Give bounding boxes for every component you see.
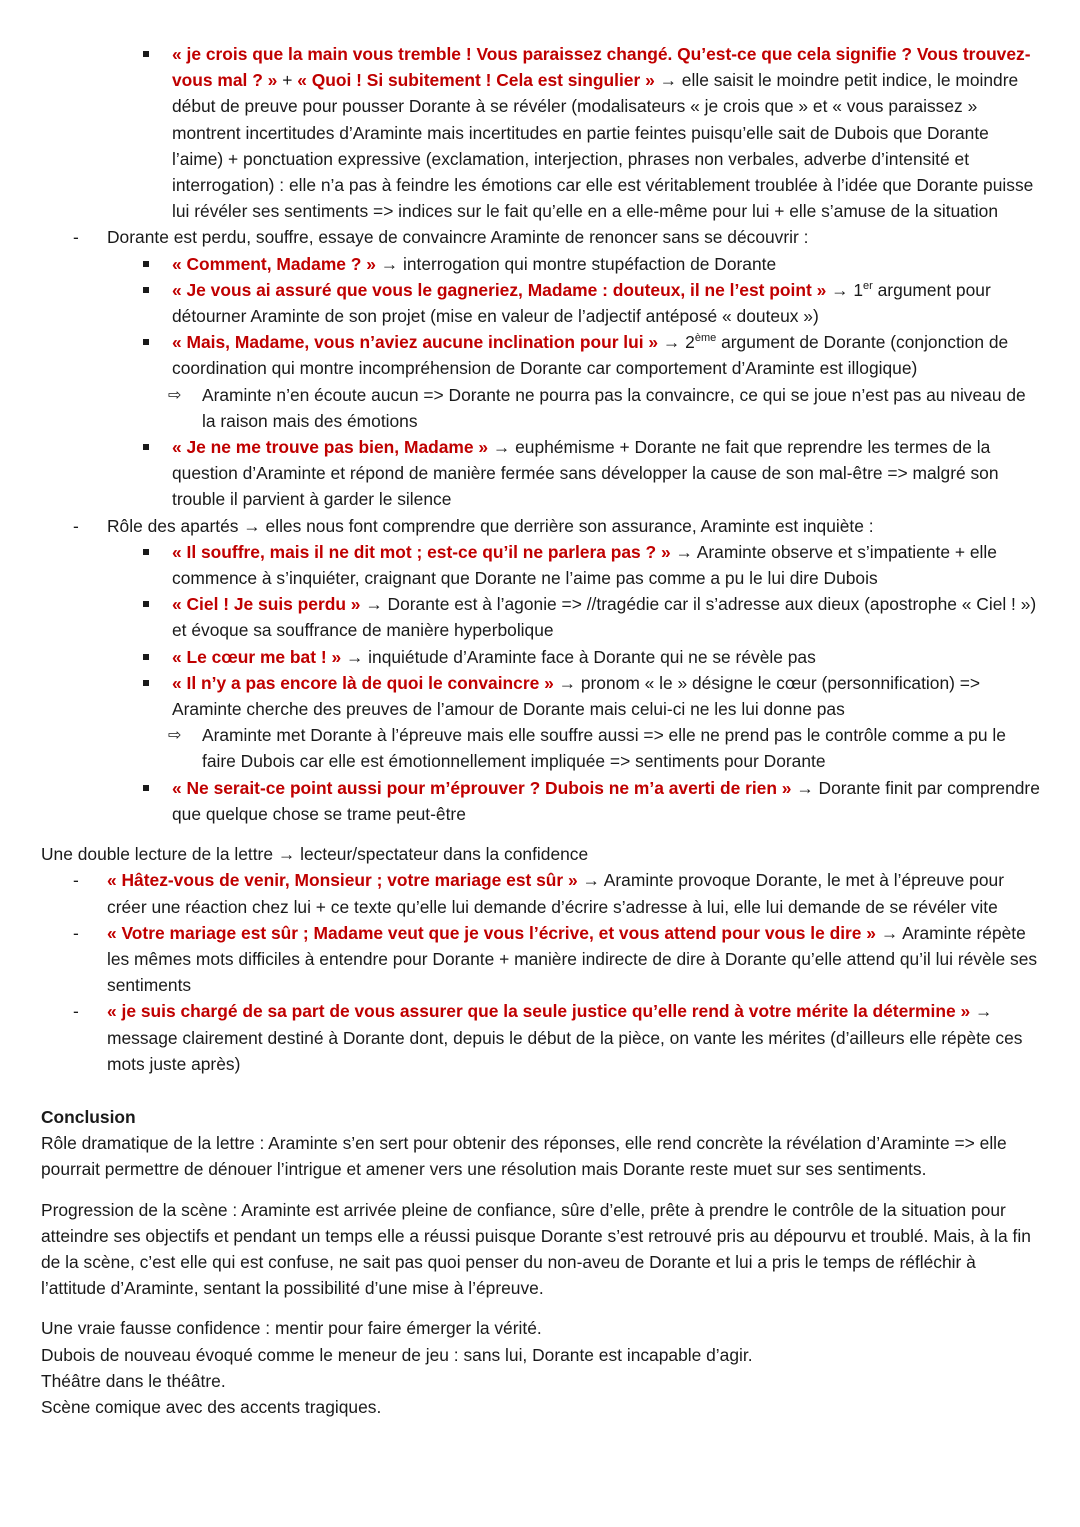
text-run: → Araminte provoque Dorante, le met à l’épreuve pour créer une réaction chez lui + ce texte qu’elle lui demande d’écrire s’adresse à lui, elle lui demande de se révéler vite <box>107 870 1004 917</box>
text-run: → message clairement destiné à Dorante dont, depuis le début de la pièce, on vante les mérites (d’ailleurs elle répète ces mots juste après) <box>107 1001 1023 1074</box>
text-run: → pronom « le » désigne le cœur (personnification) => Araminte cherche des preuves de l’amour de Dorante mais celui-ci ne les lui donne pas <box>172 672 981 720</box>
dash-bullet-item <box>107 867 1047 919</box>
square-bullet-item <box>172 775 1042 827</box>
quotation: « Mais, Madame, vous n’aviez aucune inclination pour lui » <box>172 332 659 353</box>
text-run: → elle saisit le moindre petit indice, le moindre début de preuve pour pousser Dorante à se révéler (modalisateurs « je crois que » et « vous paraissez » montrent incertitudes d’Araminte mais incertitudes en partie feintes puisqu’elle sait de Dubois que Dorante l’aime) + ponctuation expressive (exclamation, interjection, phrases non verbales, adverbe d’intensité et interrogation) : elle n’a pas à feindre les émotions car elle est véritablement troublée à l’idée que Dorante puisse lui révéler ses sentiments => indices sur le fait qu’elle en a elle-même pour lui + elle s’amuse de la situation <box>172 70 1034 222</box>
text-run: argument pour détourner Araminte de son projet (mise en valeur de l’adjectif antéposé « douteux ») <box>172 279 991 327</box>
text-run: → Dorante finit par comprendre que quelque chose se trame peut-être <box>172 777 1040 824</box>
arrow-bullet-item <box>202 382 1042 434</box>
spacer <box>0 827 1080 841</box>
paragraph-item <box>41 1197 1041 1302</box>
text-run: + <box>277 70 298 91</box>
text-run: Conclusion <box>41 1106 136 1127</box>
text-run: Scène comique avec des accents tragiques. <box>41 1396 382 1417</box>
text-run: ème <box>694 332 717 345</box>
text-run: Dubois de nouveau évoqué comme le meneur de jeu : sans lui, Dorante est incapable d’agir. <box>41 1344 753 1365</box>
quotation: « Ne serait-ce point aussi pour m’éprouver ? Dubois ne m’a averti de rien » <box>172 777 792 798</box>
square-bullet-item <box>172 644 1042 670</box>
quotation: « Il souffre, mais il ne dit mot ; est-ce qu’il ne parlera pas ? » <box>172 541 671 562</box>
text-run: → interrogation qui montre stupéfaction de Dorante <box>375 253 777 274</box>
paragraph-item <box>41 1342 1041 1368</box>
dash-bullet-item <box>107 224 1047 250</box>
section-heading <box>41 1104 1041 1130</box>
spacer <box>0 1077 1080 1104</box>
square-bullet-item <box>172 670 1042 722</box>
dash-bullet-item <box>107 998 1047 1077</box>
square-bullet-item <box>172 277 1042 329</box>
quotation: « Ciel ! Je suis perdu » <box>172 594 361 615</box>
square-bullet-item <box>172 329 1042 381</box>
quotation: « je crois que la main vous tremble ! Vous paraissez changé. Qu’est-ce que cela signifie ? Vous trouvez-vous mal ? » <box>172 44 1031 91</box>
quotation: « Il n’y a pas encore là de quoi le convaincre » <box>172 672 554 693</box>
paragraph-item <box>41 1130 1041 1182</box>
quotation: « Je ne me trouve pas bien, Madame » <box>172 437 489 458</box>
quotation: « Quoi ! Si subitement ! Cela est singulier » <box>297 70 655 91</box>
paragraph-item <box>41 841 1041 867</box>
text-run: → Dorante est à l’agonie => //tragédie car il s’adresse aux dieux (apostrophe « Ciel ! ») et évoque sa souffrance de manière hyperbolique <box>172 594 1037 641</box>
text-run: Progression de la scène : Araminte est arrivée pleine de confiance, sûre d’elle, prête à prendre le contrôle de la situation pour atteindre ses objectifs et pendant un temps elle a réussi puisque Dorante s’est retrouvé pris au dépourvu et troublé. Mais, à la fin de la scène, c’est elle qui est confuse, ne sait pas quoi penser du non-aveu de Dorante et lui a pris le temps de réfléchir à l’attitude d’Araminte, sentant la possibilité d’une mise à l’épreuve. <box>41 1199 1031 1299</box>
spacer <box>0 1301 1080 1315</box>
arrow-bullet-item <box>202 722 1042 774</box>
text-run: Araminte met Dorante à l’épreuve mais elle souffre aussi => elle ne prend pas le contrôle comme a pu le faire Dubois car elle est émotionnellement impliquée => sentiments pour Dorante <box>202 725 1006 772</box>
quotation: « je suis chargé de sa part de vous assurer que la seule justice qu’elle rend à votre mérite la détermine » <box>107 1001 971 1022</box>
text-run: → 2 <box>658 332 695 353</box>
text-run: Une vraie fausse confidence : mentir pour faire émerger la vérité. <box>41 1318 542 1339</box>
text-run: Une double lecture de la lettre → lecteur/spectateur dans la confidence <box>41 844 589 865</box>
spacer <box>0 1183 1080 1197</box>
paragraph-item <box>41 1394 1041 1420</box>
text-run: → Araminte observe et s’impatiente + elle commence à s’inquiéter, craignant que Dorante ne l’aime pas comme a pu le lui dire Dubois <box>172 541 997 589</box>
text-run: Rôle des apartés → elles nous font comprendre que derrière son assurance, Araminte est inquiète : <box>107 515 874 536</box>
text-run: er <box>863 280 873 293</box>
text-run: → euphémisme + Dorante ne fait que reprendre les termes de la question d’Araminte et répond de manière fermée sans développer la cause de son mal-être => malgré son trouble il parvient à garder le silence <box>172 437 999 510</box>
text-run: Araminte n’en écoute aucun => Dorante ne pourra pas la convaincre, ce qui se joue n’est pas au niveau de la raison mais des émotions <box>202 384 1026 431</box>
quotation: « Comment, Madame ? » <box>172 253 376 274</box>
text-run: Dorante est perdu, souffre, essaye de convaincre Araminte de renoncer sans se découvrir : <box>107 227 809 248</box>
text-run: Rôle dramatique de la lettre : Araminte s’en sert pour obtenir des réponses, elle rend concrète la révélation d’Araminte => elle pourrait permettre de dénouer l’intrigue et amener vers une résolution mais Dorante reste muet sur ses sentiments. <box>41 1133 1007 1180</box>
quotation: « Le cœur me bat ! » <box>172 646 342 667</box>
dash-bullet-item <box>107 920 1047 999</box>
quotation: « Hâtez-vous de venir, Monsieur ; votre mariage est sûr » <box>107 870 578 891</box>
document-page <box>0 41 1080 1420</box>
square-bullet-item <box>172 41 1042 224</box>
text-run: argument de Dorante (conjonction de coordination qui montre incompréhension de Dorante car comportement d’Araminte est illogique) <box>172 332 1009 379</box>
paragraph-item <box>41 1368 1041 1394</box>
square-bullet-item <box>172 539 1042 591</box>
quotation: « Je vous ai assuré que vous le gagneriez, Madame : douteux, il ne l’est point » <box>172 279 827 300</box>
text-run: → Araminte répète les mêmes mots difficiles à entendre pour Dorante + manière indirecte de dire à Dorante qu’elle attend qu’il lui révèle ses sentiments <box>107 922 1038 996</box>
square-bullet-item <box>172 251 1042 277</box>
dash-bullet-item <box>107 513 1047 539</box>
text-run: Théâtre dans le théâtre. <box>41 1370 226 1391</box>
paragraph-item <box>41 1315 1041 1341</box>
quotation: « Votre mariage est sûr ; Madame veut que je vous l’écrive, et vous attend pour vous le dire » <box>107 922 876 943</box>
square-bullet-item <box>172 434 1042 513</box>
text-run: → inquiétude d’Araminte face à Dorante qui ne se révèle pas <box>341 646 816 667</box>
square-bullet-item <box>172 591 1042 643</box>
text-run: → 1 <box>826 279 864 300</box>
